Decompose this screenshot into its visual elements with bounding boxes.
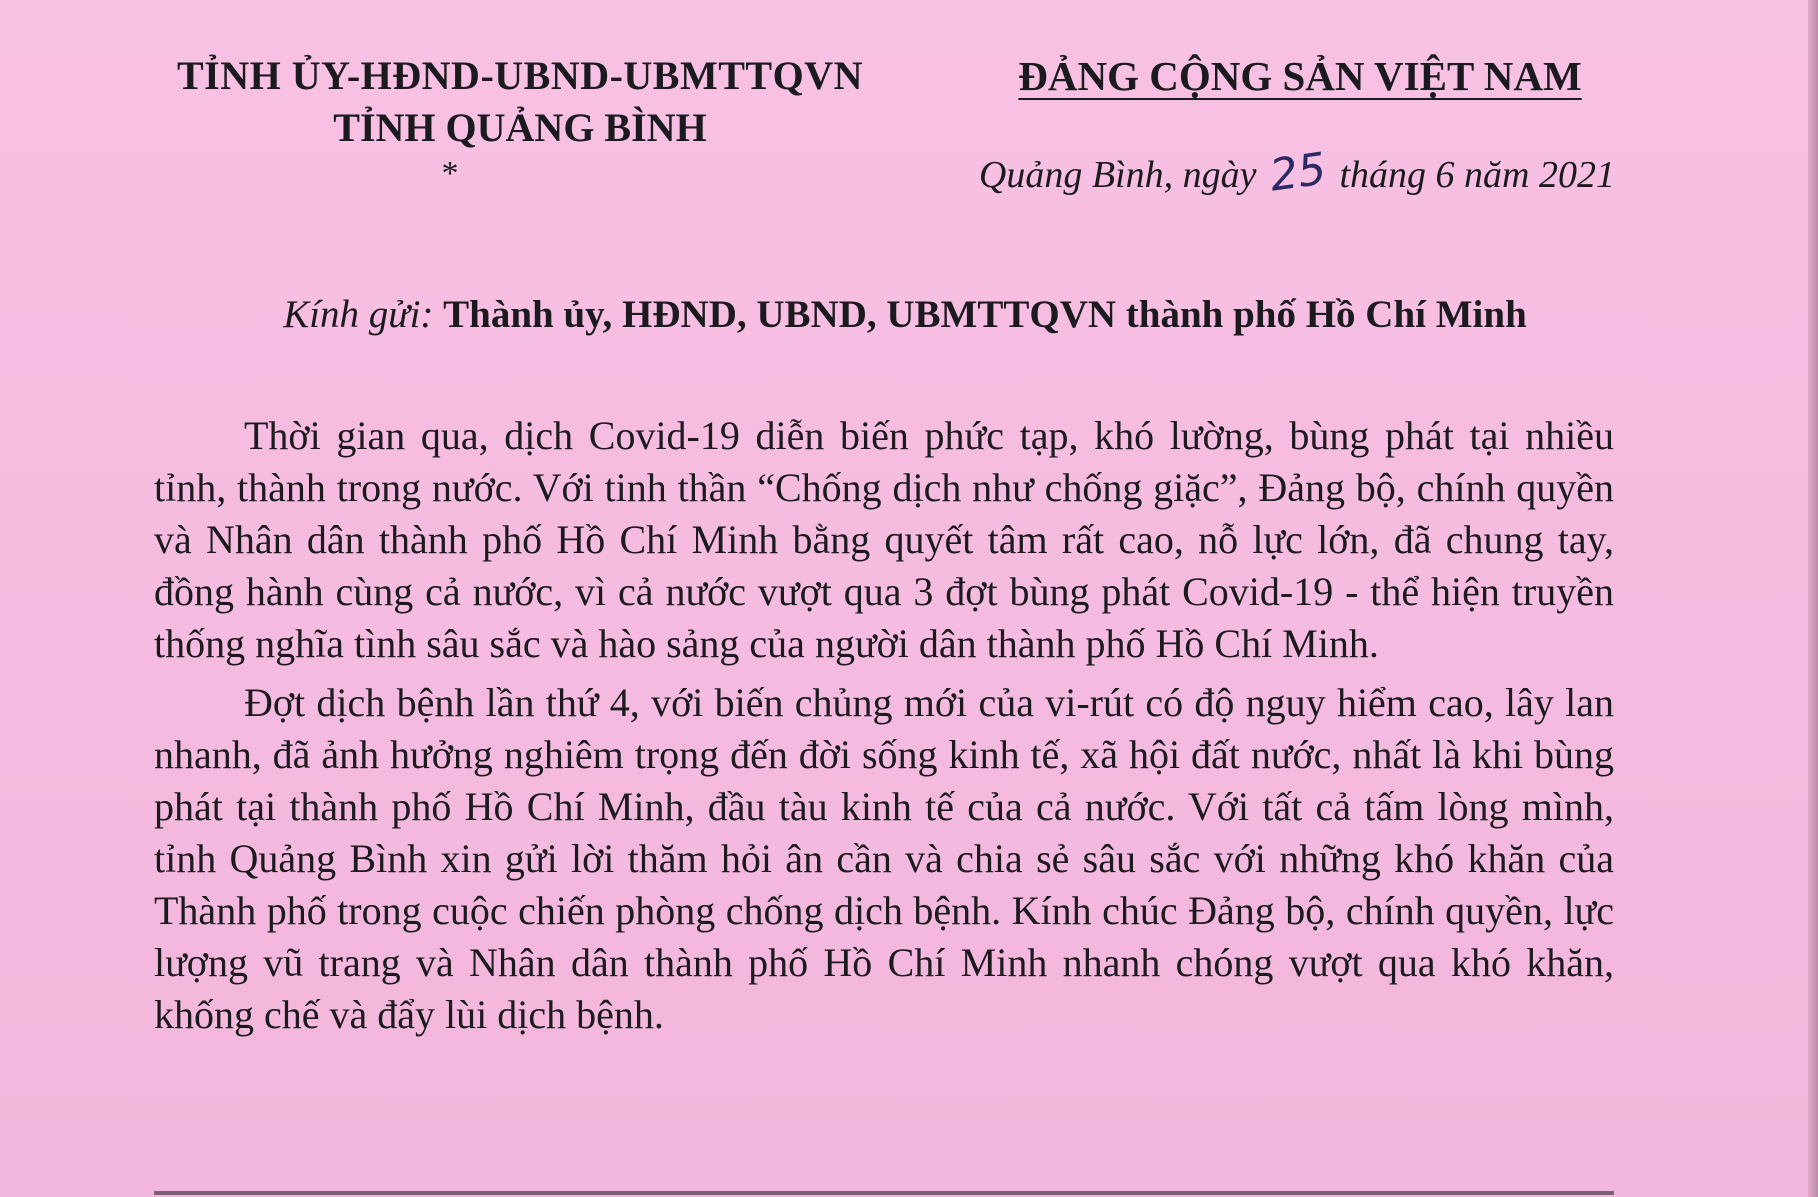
separator-mark: * bbox=[441, 155, 459, 192]
paper-edge bbox=[1808, 0, 1818, 1197]
organization-line-2: TỈNH QUẢNG BÌNH bbox=[333, 105, 707, 150]
body-paragraph-2: Đợt dịch bệnh lần thứ 4, với biến chủng mới của vi-rút có độ nguy hiểm cao, lây lan nhanh, đã ảnh hưởng nghiêm trọng đến đời sống kinh tế, xã hội đất nước, nhất là khi bùng phát tại thành phố Hồ Chí Minh, đầu tàu kinh tế của cả nước. Với tất cả tấm lòng mình, tỉnh Quảng Bình xin gửi lời thăm hỏi ân cần và chia sẻ sâu sắc với những khó khăn của Thành phố trong cuộc chiến phòng chống dịch bệnh. Kính chúc Đảng bộ, chính quyền, lực lượng vũ trang và Nhân dân thành phố Hồ Chí Minh nhanh chóng vượt qua khó khăn, khống chế và đẩy lùi dịch bệnh. bbox=[154, 680, 1614, 1037]
recipient-name: Thành ủy, HĐND, UBND, UBMTTQVN thành phố Hồ Chí Minh bbox=[443, 293, 1527, 336]
recipient-line bbox=[150, 290, 1660, 340]
letter-body bbox=[154, 410, 1614, 1048]
date-prefix: Quảng Bình, ngày bbox=[978, 154, 1257, 196]
date-suffix: tháng 6 năm 2021 bbox=[1339, 154, 1615, 196]
issuing-organization bbox=[150, 50, 890, 194]
recipient-label: Kính gửi: bbox=[283, 293, 434, 336]
cropped-text-fragment bbox=[154, 1191, 1614, 1195]
body-paragraph-1: Thời gian qua, dịch Covid-19 diễn biến phức tạp, khó lường, bùng phát tại nhiều tỉnh, thành trong nước. Với tinh thần “Chống dịch như chống giặc”, Đảng bộ, chính quyền và Nhân dân thành phố Hồ Chí Minh bằng quyết tâm rất cao, nỗ lực lớn, đã chung tay, đồng hành cùng cả nước, vì cả nước vượt qua 3 đợt bùng phát Covid-19 - thể hiện truyền thống nghĩa tình sâu sắc và hào sảng của người dân thành phố Hồ Chí Minh. bbox=[154, 413, 1614, 666]
organization-line-1: TỈNH ỦY-HĐND-UBND-UBMTTQVN bbox=[177, 53, 863, 98]
cropped-next-line bbox=[154, 1185, 1614, 1197]
handwritten-day: 25 bbox=[1266, 143, 1330, 202]
date-line bbox=[905, 143, 1615, 202]
party-title: ĐẢNG CỘNG SẢN VIỆT NAM bbox=[1018, 53, 1582, 99]
